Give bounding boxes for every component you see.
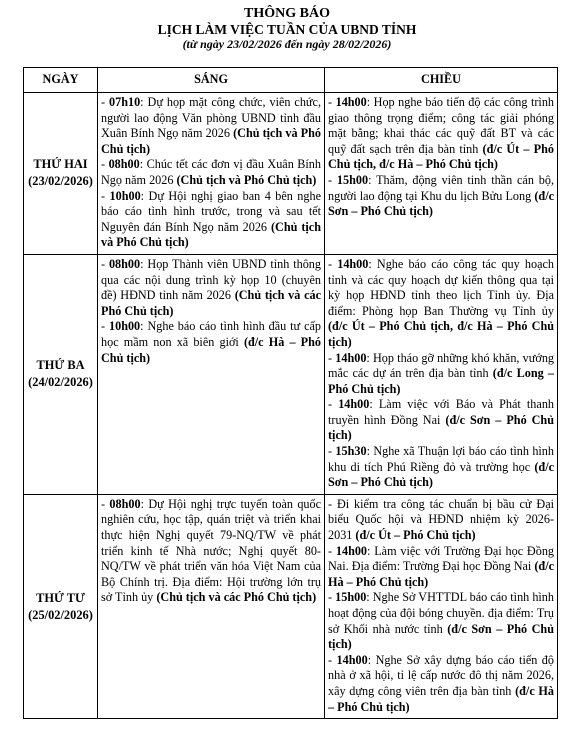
entry-time: 15h00 (336, 172, 369, 187)
entry-time: 08h00 (108, 256, 141, 271)
entry-lead: - (101, 319, 109, 334)
schedule-entry (328, 397, 554, 444)
entry-responsible: (Chủ tịch và Phó Chủ tịch) (176, 172, 317, 187)
document-header (0, 0, 574, 52)
entry-lead: - (101, 95, 110, 109)
afternoon-cell (325, 93, 558, 255)
entry-responsible: (đ/c Sơn – Phó Chủ tịch) (328, 621, 554, 652)
entry-time: 14h00 (338, 397, 370, 412)
entry-time: 14h00 (335, 350, 367, 365)
entry-lead: - (328, 444, 336, 459)
entry-text: : Chúc tết các đơn vị đầu Xuân Bính Ngọ năm 2026 (101, 157, 321, 187)
entry-text: : Dự Hội nghị giao ban 4 bên nghe báo cáo tình hình trước, trong và sau tết Nguyên đán Bính Ngọ năm 2026 (101, 188, 321, 234)
day-date: (25/02/2026) (28, 607, 93, 622)
column-header-morning: SÁNG (98, 68, 325, 93)
schedule-entry (328, 497, 554, 544)
schedule-entry (101, 157, 321, 188)
day-name: THỨ TƯ (36, 590, 85, 605)
entry-lead: - Đi kiểm tra công tác chuẩn bị bầu cử Đại biểu Quốc hội và HĐND nhiệm kỳ 2026-2031 (328, 496, 554, 543)
entry-responsible: (Chủ tịch và các Phó Chủ tịch) (156, 590, 317, 605)
schedule-entry (328, 590, 554, 652)
table-row (24, 254, 558, 494)
entry-time: 15h30 (335, 444, 367, 459)
entry-lead: - (328, 350, 336, 365)
entry-lead: - (328, 590, 336, 605)
day-cell (24, 254, 98, 494)
entry-text: : Thăm, động viên tinh thần cán bộ, người lao động tại Khu du lịch Bửu Long (328, 172, 555, 203)
morning-cell (98, 93, 325, 255)
schedule-body (24, 93, 558, 719)
morning-cell (98, 494, 325, 718)
schedule-title: LỊCH LÀM VIỆC TUẦN CỦA UBND TỈNH (157, 22, 417, 37)
weekly-schedule-table (23, 67, 558, 719)
day-name: THỨ HAI (33, 157, 88, 172)
entry-responsible: (đ/c Hà – Phó Chủ tịch) (328, 683, 554, 714)
entry-lead: - (101, 157, 109, 172)
entry-responsible: (đ/c Sơn – Phó Chủ tịch) (328, 188, 554, 219)
entry-time: 14h00 (336, 652, 368, 667)
entry-responsible: (đ/c Sơn – Phó Chủ tịch) (328, 459, 554, 490)
schedule-entry (328, 351, 554, 398)
entry-time: 14h00 (335, 543, 368, 558)
schedule-entry (101, 257, 321, 319)
entry-lead: - (328, 652, 337, 667)
entry-text: : Dự họp mặt công chức, viên chức, người lao động Văn phòng UBND tỉnh đầu Xuân Bính Ngọ năm 2026 (101, 95, 321, 141)
entry-text: : Nghe xã Thuận lợi báo cáo tình hình khu di tích Phú Riềng đỏ và trường học (328, 444, 554, 474)
schedule-entry (328, 95, 554, 173)
entry-text: : Nghe Sở VHTTDL báo cáo tình hình hoạt động của đội bóng chuyền. địa điểm: Trụ sở Khối nhà nước tỉnh (328, 590, 554, 636)
afternoon-cell (325, 494, 558, 718)
entry-time: 08h00 (108, 157, 140, 172)
schedule-entry (328, 544, 554, 591)
entry-text: : Nghe báo cáo công tác quy hoạch tỉnh và các quy hoạch dự kiến thông qua tại kỳ họp HĐND tỉnh theo lịch Tỉnh ủy. Địa điểm: Phòng họp Ban Thường vụ Tỉnh ủy (328, 256, 554, 318)
day-date: (24/02/2026) (28, 375, 93, 390)
entry-text: : Làm việc với Báo và Phát thanh truyền hình Đồng Nai (328, 397, 555, 427)
day-cell (24, 93, 98, 255)
entry-lead: - (328, 543, 336, 558)
entry-responsible: (đ/c Hà – Phó Chủ tịch) (101, 334, 321, 365)
entry-responsible: (Chủ tịch và Phó Chủ tịch) (101, 126, 321, 156)
entry-text: : Nghe Sở xây dựng báo cáo tiến độ nhà ở xã hội, tỉ lệ cấp nước đô thị năm 2026, xây dựng công viên trên địa bàn tỉnh (328, 652, 554, 698)
schedule-entry (101, 319, 321, 366)
entry-lead: - (101, 188, 110, 203)
schedule-entry (328, 653, 554, 715)
schedule-entry (101, 95, 321, 157)
day-cell (24, 494, 98, 718)
entry-lead: - (328, 95, 336, 109)
table-row (24, 494, 558, 718)
entry-responsible: (Chủ tịch và Phó Chủ tịch) (101, 219, 321, 250)
schedule-entry (328, 173, 554, 220)
entry-responsible: (đ/c Út – Phó Chủ tịch) (355, 528, 476, 543)
entry-time: 14h00 (337, 256, 369, 271)
entry-lead: - (328, 397, 339, 412)
notice-heading: THÔNG BÁO (244, 6, 330, 21)
entry-lead: - (328, 256, 338, 271)
schedule-period: (từ ngày 23/02/2026 đến ngày 28/02/2026) (182, 37, 392, 51)
entry-text: : Họp Thành viên UBND tỉnh thông qua các nội dung trình kỳ họp 10 (chuyên đề) HĐND tỉnh năm 2026 (101, 256, 321, 303)
entry-text: : Họp tháo gỡ những khó khăn, vướng mắc các dự án trên địa bàn tỉnh (328, 350, 555, 381)
entry-text: : Dự Hội nghị trực tuyến toàn quốc nghiên cứu, học tập, quán triệt và triển khai thực hiện Nghị quyết 79-NQ/TW về phát triển kinh tế Nhà nước; Nghị quyết 80-NQ/TW về phát triển văn hóa Việt Nam của Bộ Chính trị. Địa điểm: Hội trường lớn trụ sở Tỉnh ủy (101, 496, 322, 605)
entry-text: : Họp nghe báo tiến độ các công trình giao thông trọng điểm; công tác giải phóng mặt bằng; khai thác các quỹ đất BT và các quỹ đất sạch trên địa bàn tỉnh (328, 95, 555, 156)
table-header-row (24, 68, 558, 93)
entry-responsible: (đ/c Sơn – Phó Chủ tịch) (328, 412, 554, 443)
table-row (24, 93, 558, 255)
column-header-afternoon: CHIỀU (325, 68, 558, 93)
entry-responsible: (đ/c Long – Phó Chủ tịch) (328, 366, 554, 396)
day-name: THỨ BA (36, 358, 85, 373)
entry-time: 08h00 (109, 496, 141, 511)
entry-responsible: (đ/c Út – Phó Chủ tịch, đ/c Hà – Phó Chủ tịch) (328, 319, 554, 349)
day-date: (23/02/2026) (28, 174, 93, 189)
entry-time: 10h00 (109, 188, 141, 203)
schedule-entry (328, 444, 554, 491)
schedule-entry (101, 497, 321, 606)
column-header-day: NGÀY (24, 68, 98, 93)
morning-cell (98, 254, 325, 494)
entry-responsible: (đ/c Út – Phó Chủ tịch, đ/c Hà – Phó Chủ tịch) (328, 141, 554, 172)
entry-lead: - (101, 256, 109, 271)
afternoon-cell (325, 254, 558, 494)
entry-time: 15h00 (335, 590, 367, 605)
entry-time: 14h00 (335, 95, 367, 109)
entry-lead: - (328, 172, 337, 187)
entry-time: 10h00 (109, 319, 141, 334)
schedule-entry (328, 257, 554, 351)
entry-text: : Làm việc với Trường Đại học Đồng Nai. Địa điểm: Trường Đại học Đồng Nai (328, 543, 555, 574)
schedule-entry (101, 189, 321, 251)
entry-text: : Nghe báo cáo tình hình đầu tư cấp học mầm non xã biên giới (101, 319, 322, 349)
entry-responsible: (Chủ tịch và các Phó Chủ tịch) (101, 288, 321, 318)
entry-lead: - (101, 496, 110, 511)
entry-responsible: (đ/c Hà – Phó Chủ tịch) (328, 559, 554, 589)
entry-time: 07h10 (109, 95, 141, 109)
